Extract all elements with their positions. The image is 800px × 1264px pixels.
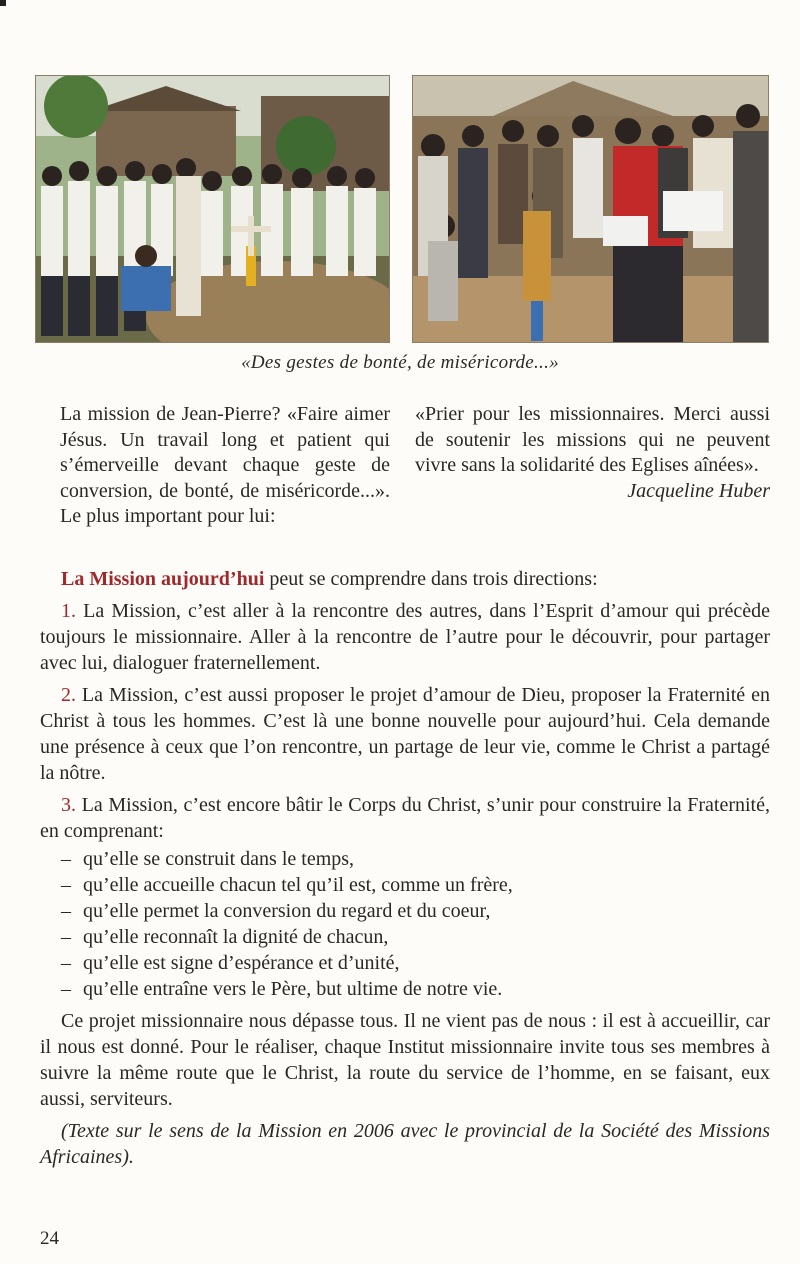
point-2 bbox=[40, 682, 770, 786]
photo-icon bbox=[36, 76, 389, 342]
right-column-paragraph: «Prier pour les missionnaires. Merci aussi de soutenir les missions qui ne peuvent vivre sans la solidarité des Eglises aînées». bbox=[415, 403, 770, 476]
main-text bbox=[40, 566, 770, 1176]
page-number: 24 bbox=[40, 1228, 59, 1249]
author-signature: Jacqueline Huber bbox=[627, 479, 770, 502]
point-number: 2. bbox=[61, 684, 76, 706]
point-3 bbox=[40, 792, 770, 844]
left-column-paragraph: La mission de Jean-Pierre? «Faire aimer Jésus. Un travail long et patient qui s’émerveille devant chaque geste de conversion, de bonté, de miséricorde...». Le plus important pour lui: bbox=[60, 403, 390, 527]
list-item: – qu’elle permet la conversion du regard et du coeur, bbox=[61, 900, 491, 922]
list-item: – qu’elle accueille chacun tel qu’il est, comme un frère, bbox=[61, 874, 513, 896]
photo-icon bbox=[413, 76, 768, 342]
list-item: – qu’elle se construit dans le temps, bbox=[61, 848, 355, 870]
photo-village-crowd bbox=[412, 75, 769, 343]
photo-caption: «Des gestes de bonté, de miséricorde...» bbox=[241, 352, 559, 373]
list-item: – qu’elle reconnaît la dignité de chacun, bbox=[61, 926, 389, 948]
point-number: 3. bbox=[61, 794, 76, 816]
photo-grave-gathering bbox=[35, 75, 390, 343]
point-text: La Mission, c’est aussi proposer le projet d’amour de Dieu, proposer la Fraternité en Christ à tous les hommes. C’est là une bonne nouvelle pour aujourd’hui. Cela demande une présence à ceux que l’on rencontre, un partage de leur vie, comme le Christ a partagé la nôtre. bbox=[40, 684, 770, 784]
fraternity-list bbox=[40, 846, 770, 1002]
conclusion-paragraph: Ce projet missionnaire nous dépasse tous. Il ne vient pas de nous : il est à accueillir, car il nous est donné. Pour le réaliser, chaque Institut missionnaire invite tous ses membres à suivre la même route que le Christ, la route du service de l’homme, en se faisant, eux aussi, serviteurs. bbox=[40, 1010, 770, 1110]
list-item: – qu’elle entraîne vers le Père, but ultime de notre vie. bbox=[61, 978, 503, 1000]
point-text: La Mission, c’est aller à la rencontre des autres, dans l’Esprit d’amour qui précède toujours le missionnaire. Aller à la rencontre de l’autre pour le découvrir, pour partager avec lui, dialoguer fraternellement. bbox=[40, 600, 770, 674]
point-1 bbox=[40, 598, 770, 676]
source-note: (Texte sur le sens de la Mission en 2006 avec le provincial de la Société des Missions Africaines). bbox=[40, 1120, 770, 1168]
list-item: – qu’elle est signe d’espérance et d’unité, bbox=[61, 952, 400, 974]
point-number: 1. bbox=[61, 600, 76, 622]
left-column bbox=[60, 402, 390, 530]
right-column bbox=[415, 402, 770, 504]
point-text: La Mission, c’est encore bâtir le Corps du Christ, s’unir pour construire la Fraternité, en comprenant: bbox=[40, 794, 770, 842]
intro-text: peut se comprendre dans trois directions: bbox=[264, 568, 598, 590]
section-heading: La Mission aujourd’hui bbox=[61, 568, 265, 590]
crop-mark bbox=[0, 0, 6, 6]
intro-paragraph bbox=[40, 566, 770, 592]
